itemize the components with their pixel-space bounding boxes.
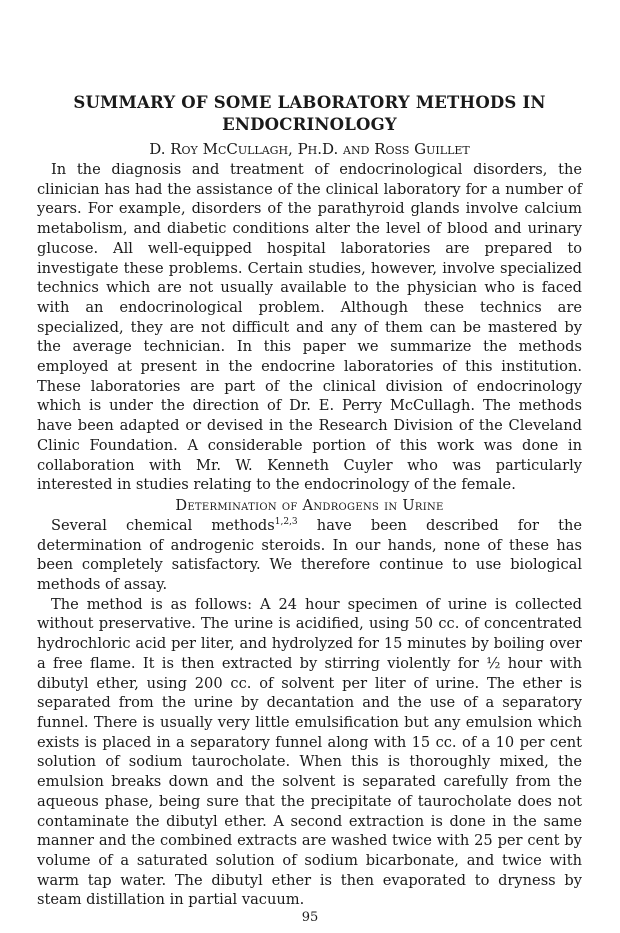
page-number: 95	[301, 910, 319, 925]
article-page	[37, 92, 582, 910]
fraction-half: ½	[486, 654, 501, 672]
reference-superscript: 1,2,3	[274, 517, 298, 528]
section-heading: Determination of Androgens in Urine	[175, 496, 444, 514]
para1-text-start: Several chemical methods	[51, 516, 275, 534]
para1-text-end: have been described for the determination of androgenic steroids. In our hands, none of these has been completely satisfactory. We therefore continue to use biological methods of assay.	[37, 516, 583, 594]
para2-text-end: hour with dibutyl ether, using 200 cc. of solvent per liter of urine. The ether is separated from the urine by decantation and the use of a separatory funnel. There is usually very little emulsification but any emulsion which exists is placed in a separatory funnel along with 15 cc. of a 10 per cent solution of sodium taurocholate. When this is thoroughly mixed, the emulsion breaks down and the solvent is separated carefully from the aqueous phase, being sure that the precipitate of taurocholate does not contaminate the dibutyl ether. A second extraction is done in the same manner and the combined extracts are washed twice with 25 per cent by volume of a saturated solution of sodium bicarbonate, and twice with warm tap water. The dibutyl ether is then evaporated to dryness by steam distillation in partial vacuum.	[37, 654, 582, 909]
title-line-1: SUMMARY OF SOME LABORATORY METHODS IN	[73, 93, 546, 112]
methods-paragraph-1	[37, 516, 582, 595]
methods-paragraph-2	[37, 595, 582, 910]
author-byline: D. Roy McCullagh, Ph.D. and Ross Guillet	[149, 140, 470, 158]
article-title	[37, 92, 582, 136]
intro-paragraph: In the diagnosis and treatment of endocrinological disorders, the clinician has had the assistance of the clinical laboratory for a number of years. For example, disorders of the parathyroid glands involve calcium metabolism, and diabetic conditions alter the level of blood and urinary glucose. All well-equipped hospital laboratories are prepared to investigate these problems. Certain studies, however, involve specialized technics which are not usually available to the physician who is faced with an endocrinological problem. Although these technics are specialized, they are not difficult and any of them can be mastered by the average technician. In this paper we summarize the methods employed at present in the endocrine laboratories of this institution. These laboratories are part of the clinical division of endocrinology which is under the direction of Dr. E. Perry McCullagh. The methods have been adapted or devised in the Research Division of the Cleveland Clinic Foundation. A considerable portion of this work was done in collaboration with Mr. W. Kenneth Cuyler who was particularly interested in studies relating to the endocrinology of the female.	[37, 161, 582, 494]
title-line-2: ENDOCRINOLOGY	[222, 115, 397, 134]
para2-text-start: The method is as follows: A 24 hour specimen of urine is collected without preservative. The urine is acidified, using 50 cc. of concentrated hydrochloric acid per liter, and hydrolyzed for 15 minutes by boiling over a free flame. It is then extracted by stirring violently for	[37, 595, 582, 672]
